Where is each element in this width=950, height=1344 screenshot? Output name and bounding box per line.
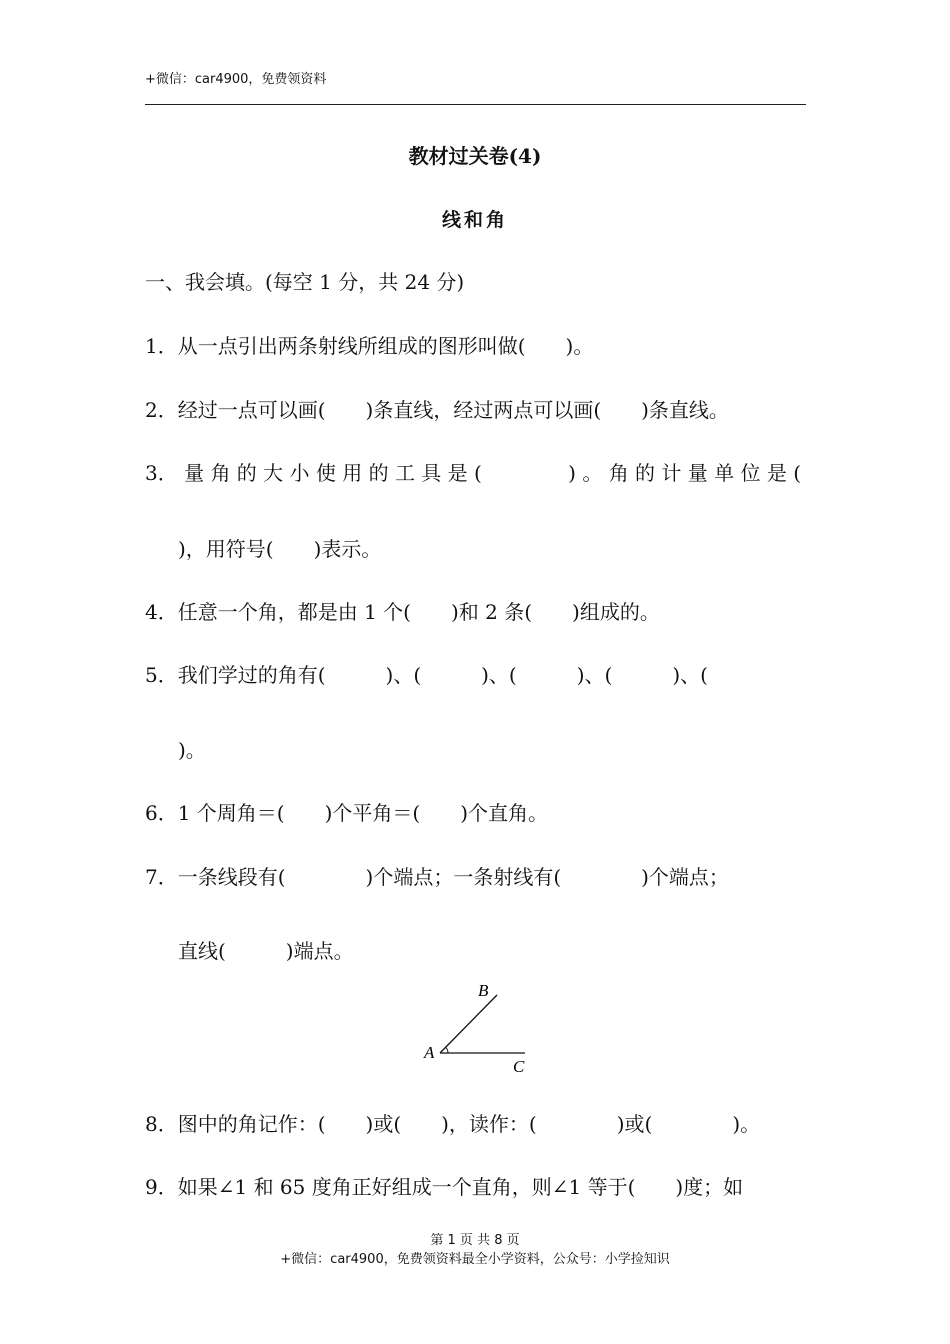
question-9: 9．如果∠1 和 65 度角正好组成一个直角，则∠1 等于( )度；如 <box>145 1175 744 1199</box>
question-7-line1: 7．一条线段有( )个端点；一条射线有( )个端点； <box>145 865 729 889</box>
question-5-line1: 5．我们学过的角有( )、( )、( )、( )、( <box>145 663 708 687</box>
question-6: 6．1 个周角＝( )个平角＝( )个直角。 <box>145 801 549 825</box>
question-2: 2．经过一点可以画( )条直线，经过两点可以画( )条直线。 <box>145 398 729 422</box>
question-3-line1: 3． 量 角 的 大 小 使 用 的 工 具 是 ( ) 。 角 的 计 量 单 位 是 ( <box>145 461 801 485</box>
question-1: 1．从一点引出两条射线所组成的图形叫做( )。 <box>145 334 594 358</box>
footer-note: +微信：car4900，免费领资料最全小学资料，公众号：小学捡知识 <box>280 1252 670 1267</box>
ray-ab <box>440 995 497 1053</box>
question-4: 4．任意一个角，都是由 1 个( )和 2 条( )组成的。 <box>145 600 660 624</box>
question-8: 8．图中的角记作：( )或( )，读作：( )或( )。 <box>145 1112 761 1136</box>
question-3-line2: )，用符号( )表示。 <box>178 537 382 561</box>
section-heading: 一、我会填。(每空 1 分，共 24 分) <box>145 270 465 294</box>
question-7-line2: 直线( )端点。 <box>178 939 354 963</box>
label-c: C <box>513 1057 525 1076</box>
label-b: B <box>478 981 489 1000</box>
doc-title: 教材过关卷(4) <box>408 144 542 168</box>
header-rule <box>145 104 806 105</box>
doc-subtitle: 线和角 <box>441 209 508 231</box>
angle-figure <box>415 975 545 1084</box>
page-number: 第 1 页 共 8 页 <box>430 1233 520 1248</box>
question-5-line2: )。 <box>178 738 206 762</box>
angle-arc <box>446 1047 448 1053</box>
header-note: +微信：car4900，免费领资料 <box>145 72 327 87</box>
label-a: A <box>424 1043 435 1062</box>
